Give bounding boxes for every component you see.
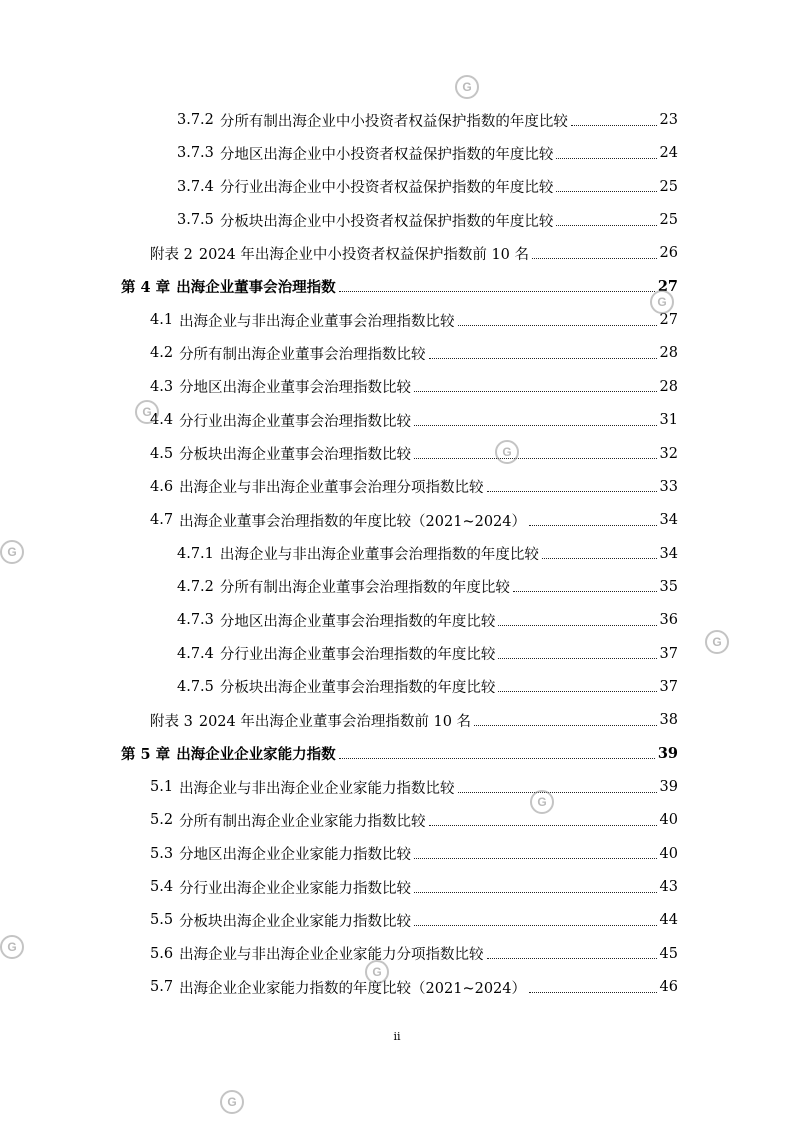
dot-leader [556, 225, 656, 226]
watermark-stamp [135, 400, 159, 424]
toc-entry-title: 分地区出海企业企业家能力指数比较 [179, 847, 412, 864]
dot-leader [414, 391, 656, 392]
toc-entry-number: 4.7.5 [177, 678, 214, 695]
toc-entry-title: 分板块出海企业董事会治理指数的年度比较 [219, 680, 496, 697]
toc-entry[interactable] [177, 175, 678, 199]
toc-entry-number: 5.6 [150, 945, 174, 962]
dot-leader [414, 858, 656, 859]
toc-entry[interactable] [177, 141, 678, 165]
watermark-logo-icon: G [135, 400, 159, 424]
toc-entry-page: 32 [659, 445, 678, 462]
toc-entry-title: 出海企业与非出海企业董事会治理指数比较 [179, 313, 455, 330]
dot-leader [513, 591, 657, 592]
toc-entry-number: 5.2 [150, 812, 174, 829]
dot-leader [458, 792, 657, 793]
toc-chapter-entry[interactable] [121, 275, 678, 299]
toc-entry-title: 分地区出海企业董事会治理指数的年度比较 [219, 613, 496, 630]
dot-leader [474, 725, 657, 726]
toc-entry-title: 分地区出海企业中小投资者权益保护指数的年度比较 [219, 146, 554, 163]
watermark-logo-icon: G [705, 630, 729, 654]
toc-entry[interactable] [177, 108, 678, 132]
toc-entry[interactable] [177, 542, 678, 566]
dot-leader [339, 291, 655, 292]
toc-entry[interactable] [150, 241, 678, 265]
toc-entry-title: 分所有制出海企业中小投资者权益保护指数的年度比较 [219, 113, 568, 130]
toc-entry-number: 5.7 [150, 979, 174, 996]
toc-entry-page: 27 [659, 312, 678, 329]
toc-entry-number: 4.7.4 [177, 645, 214, 662]
toc-entry[interactable] [150, 842, 678, 866]
watermark-stamp [365, 960, 389, 984]
toc-entry-title: 分板块出海企业中小投资者权益保护指数的年度比较 [219, 213, 554, 230]
toc-entry[interactable] [150, 341, 678, 365]
toc-entry-page: 43 [659, 879, 678, 896]
toc-entry[interactable] [150, 808, 678, 832]
dot-leader [498, 625, 656, 626]
toc-entry-number: 附表 3 [150, 713, 193, 730]
toc-entry-title: 分所有制出海企业董事会治理指数比较 [179, 346, 426, 363]
watermark-logo-icon: G [0, 540, 24, 564]
toc-entry-title: 出海企业与非出海企业董事会治理指数的年度比较 [219, 547, 539, 564]
toc-entry-page: 25 [659, 212, 678, 229]
toc-entry-title: 分所有制出海企业董事会治理指数的年度比较 [219, 580, 510, 597]
toc-entry-title: 分行业出海企业董事会治理指数比较 [179, 413, 412, 430]
toc-entry-number: 3.7.3 [177, 145, 214, 162]
dot-leader [429, 825, 657, 826]
toc-entry[interactable] [177, 575, 678, 599]
toc-entry[interactable] [150, 942, 678, 966]
toc-entry-number: 4.4 [150, 412, 174, 429]
toc-chapter-entry[interactable] [121, 742, 678, 766]
toc-entry[interactable] [150, 508, 678, 532]
watermark-logo-icon: G [0, 935, 24, 959]
toc-entry-title: 出海企业与非出海企业董事会治理分项指数比较 [179, 480, 484, 497]
dot-leader [529, 992, 657, 993]
toc-entry-page: 46 [659, 979, 678, 996]
toc-entry-number: 5.3 [150, 845, 174, 862]
toc-entry-title: 分所有制出海企业企业家能力指数比较 [179, 813, 426, 830]
toc-entry-number: 5.5 [150, 912, 174, 929]
toc-entry-page: 26 [659, 245, 678, 262]
toc-entry-title: 出海企业企业家能力指数 [176, 746, 336, 764]
toc-entry-title: 分地区出海企业董事会治理指数比较 [179, 380, 412, 397]
toc-entry-number: 4.3 [150, 378, 174, 395]
toc-entry-page: 24 [659, 145, 678, 162]
toc-entry-page: 37 [659, 678, 678, 695]
toc-entry-page: 39 [657, 745, 678, 763]
toc-entry-title: 出海企业与非出海企业企业家能力分项指数比较 [179, 947, 484, 964]
toc-entry-page: 40 [659, 845, 678, 862]
watermark-logo-icon: G [365, 960, 389, 984]
toc-entry-page: 40 [659, 812, 678, 829]
watermark-stamp [495, 440, 519, 464]
toc-entry[interactable] [150, 475, 678, 499]
toc-entry-page: 27 [657, 278, 678, 296]
watermark-logo-icon: G [220, 1090, 244, 1114]
toc-entry[interactable] [150, 908, 678, 932]
toc-entry-page: 45 [659, 945, 678, 962]
toc-entry-title: 分板块出海企业董事会治理指数比较 [179, 447, 412, 463]
toc-entry-number: 第 4 章 [121, 279, 171, 297]
watermark-stamp [0, 540, 24, 564]
toc-entry-number: 第 5 章 [121, 746, 171, 764]
toc-entry-number: 3.7.5 [177, 212, 214, 229]
toc-entry[interactable] [177, 675, 678, 699]
toc-entry-number: 3.7.4 [177, 178, 214, 195]
page-number: ii [393, 1030, 401, 1043]
toc-entry[interactable] [150, 375, 678, 399]
toc-entry-page: 23 [659, 112, 678, 128]
dot-leader [498, 691, 656, 692]
watermark-logo-icon: G [530, 790, 554, 814]
toc-entry[interactable] [177, 608, 678, 632]
toc-entry-number: 4.7 [150, 512, 174, 529]
watermark-stamp [650, 290, 674, 314]
dot-leader [487, 491, 657, 492]
toc-entry-page: 39 [659, 779, 678, 795]
toc-entry[interactable] [150, 442, 678, 466]
toc-entry-page: 28 [659, 378, 678, 395]
toc-entry-title: 分板块出海企业企业家能力指数比较 [179, 913, 412, 930]
toc-entry-number: 4.7.1 [177, 545, 214, 562]
toc-entry-number: 4.7.2 [177, 578, 214, 595]
dot-leader [556, 191, 656, 192]
dot-leader [529, 525, 657, 526]
dot-leader [542, 558, 657, 559]
watermark-logo-icon: G [650, 290, 674, 314]
toc-entry-number: 4.6 [150, 478, 174, 495]
watermark-stamp [0, 935, 24, 959]
toc-entry-page: 35 [659, 578, 678, 595]
dot-leader [571, 125, 657, 126]
toc-entry-title: 出海企业董事会治理指数 [176, 279, 336, 297]
toc-entry-page: 36 [659, 612, 678, 629]
dot-leader [429, 358, 657, 359]
toc-entry-number: 4.1 [150, 312, 174, 329]
toc-entry-number: 4.5 [150, 445, 174, 462]
toc-entry-number: 5.4 [150, 879, 174, 896]
toc-entry-title: 2024 年出海企业董事会治理指数前 10 名 [198, 713, 472, 730]
toc-entry[interactable] [150, 708, 678, 732]
dot-leader [414, 892, 656, 893]
toc-entry[interactable] [150, 875, 678, 899]
dot-leader [339, 758, 655, 759]
toc-entry-page: 25 [659, 178, 678, 195]
dot-leader [414, 458, 656, 459]
toc-entry-number: 4.7.3 [177, 612, 214, 629]
toc-entry[interactable] [177, 642, 678, 666]
dot-leader [532, 258, 657, 259]
watermark-stamp [220, 1090, 244, 1114]
dot-leader [556, 158, 656, 159]
toc-entry[interactable] [150, 775, 678, 799]
toc-entry-title: 出海企业企业家能力指数的年度比较（2021~2024） [179, 980, 527, 997]
toc-entry-number: 3.7.2 [177, 112, 214, 128]
toc-entry-title: 分行业出海企业董事会治理指数的年度比较 [219, 647, 496, 664]
toc-entry-page: 34 [659, 545, 678, 562]
toc-entry-page: 33 [659, 478, 678, 495]
toc-entry-title: 2024 年出海企业中小投资者权益保护指数前 10 名 [198, 246, 530, 263]
toc-entry-title: 出海企业董事会治理指数的年度比较（2021~2024） [179, 513, 527, 530]
watermark-stamp [530, 790, 554, 814]
dot-leader [487, 958, 657, 959]
toc-entry-page: 44 [659, 912, 678, 929]
toc-entry-page: 37 [659, 645, 678, 662]
watermark-logo-icon: G [455, 75, 479, 99]
toc-entry-title: 分行业出海企业中小投资者权益保护指数的年度比较 [219, 180, 554, 197]
dot-leader [498, 658, 656, 659]
toc-entry-number: 4.2 [150, 345, 174, 362]
toc-entry[interactable] [150, 408, 678, 432]
toc-entry-page: 31 [659, 412, 678, 429]
toc-entry-page: 38 [659, 712, 678, 729]
toc-entry[interactable] [150, 308, 678, 332]
toc-entry[interactable] [177, 208, 678, 232]
dot-leader [458, 325, 657, 326]
dot-leader [414, 925, 656, 926]
dot-leader [414, 425, 656, 426]
toc-entry-number: 附表 2 [150, 246, 193, 263]
toc-entry-title: 出海企业与非出海企业企业家能力指数比较 [179, 780, 455, 797]
toc-entry-number: 5.1 [150, 779, 174, 795]
watermark-stamp [455, 75, 479, 99]
toc-entry-page: 34 [659, 512, 678, 529]
toc-entry[interactable] [150, 975, 678, 999]
watermark-logo-icon: G [495, 440, 519, 464]
toc-entry-page: 28 [659, 345, 678, 362]
watermark-stamp [705, 630, 729, 654]
toc-entry-title: 分行业出海企业企业家能力指数比较 [179, 880, 412, 897]
